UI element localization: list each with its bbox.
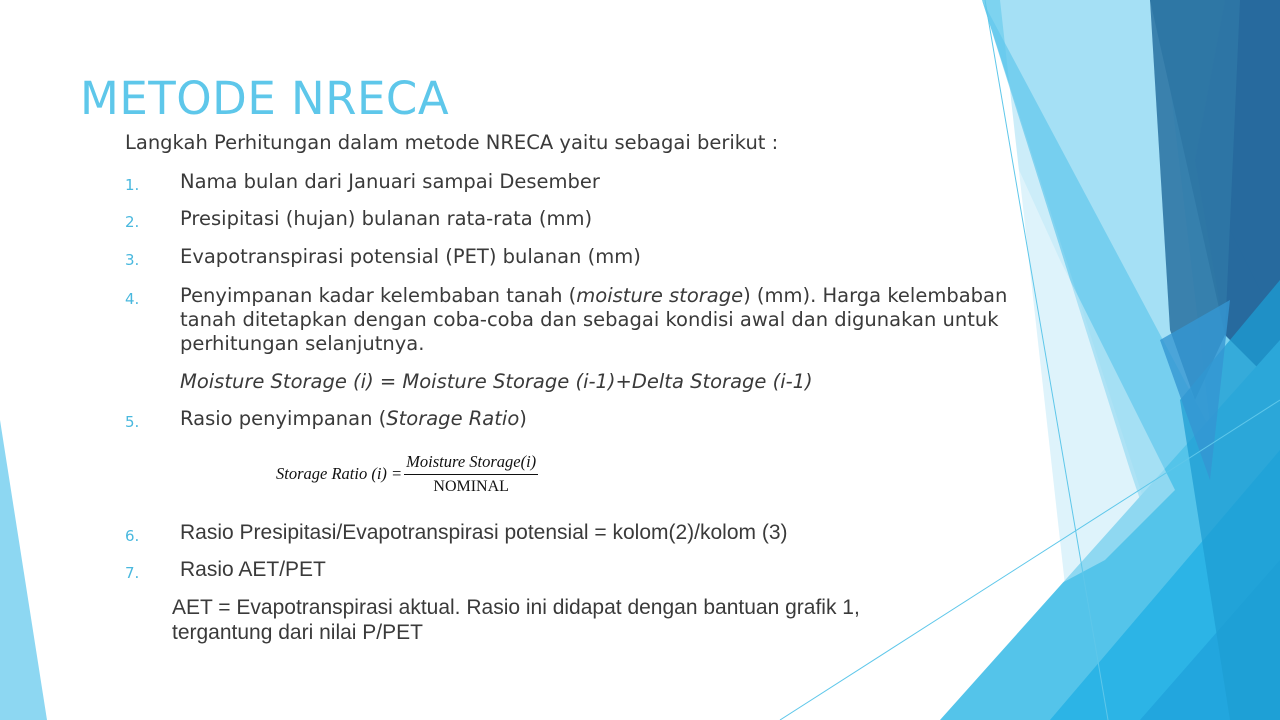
equation-lhs: Storage Ratio (i) =	[276, 464, 403, 483]
list-item-text	[180, 407, 527, 431]
list-item-text-line	[180, 284, 1007, 308]
text-fragment: )	[519, 407, 527, 430]
aet-note-line: AET = Evapotranspirasi aktual. Rasio ini didapat dengan bantuan grafik 1,	[172, 596, 860, 619]
list-number: 5.	[125, 413, 140, 431]
text-fragment: ) (mm). Harga kelembaban	[743, 284, 1008, 307]
storage-ratio-equation	[276, 452, 538, 496]
list-item-text: Evapotranspirasi potensial (PET) bulanan (mm)	[180, 245, 641, 268]
text-fragment: Penyimpanan kadar kelembaban tanah (	[180, 284, 577, 307]
moisture-storage-formula	[180, 370, 813, 394]
list-number: 7.	[125, 564, 140, 582]
equation-fraction	[404, 452, 538, 496]
list-number: 6.	[125, 527, 140, 545]
slide-title: METODE NRECA	[80, 72, 450, 125]
list-item-text: Rasio AET/PET	[180, 558, 326, 581]
list-number: 1.	[125, 176, 140, 194]
list-item-text: Nama bulan dari Januari sampai Desember	[180, 170, 600, 193]
aet-note-line: tergantung dari nilai P/PET	[172, 621, 423, 644]
list-number: 4.	[125, 290, 140, 308]
list-number: 3.	[125, 251, 140, 269]
list-number: 2.	[125, 213, 140, 231]
fraction-numerator: Moisture Storage(i)	[404, 452, 538, 475]
list-item-text: Rasio Presipitasi/Evapotranspirasi potensial = kolom(2)/kolom (3)	[180, 521, 788, 544]
text-fragment: Rasio penyimpanan (	[180, 407, 387, 430]
intro-text: Langkah Perhitungan dalam metode NRECA yaitu sebagai berikut :	[125, 131, 779, 154]
list-item-text-line: perhitungan selanjutnya.	[180, 332, 425, 355]
list-item-text: Presipitasi (hujan) bulanan rata-rata (mm)	[180, 207, 593, 230]
italic-term: moisture storage	[576, 284, 744, 307]
formula-text: Moisture Storage (i) = Moisture Storage (i-1)+Delta Storage (i-1)	[180, 370, 813, 393]
list-item-text-line: tanah ditetapkan dengan coba-coba dan sebagai kondisi awal dan digunakan untuk	[180, 308, 999, 331]
italic-term: Storage Ratio	[386, 407, 520, 430]
fraction-denominator: NOMINAL	[433, 478, 509, 495]
